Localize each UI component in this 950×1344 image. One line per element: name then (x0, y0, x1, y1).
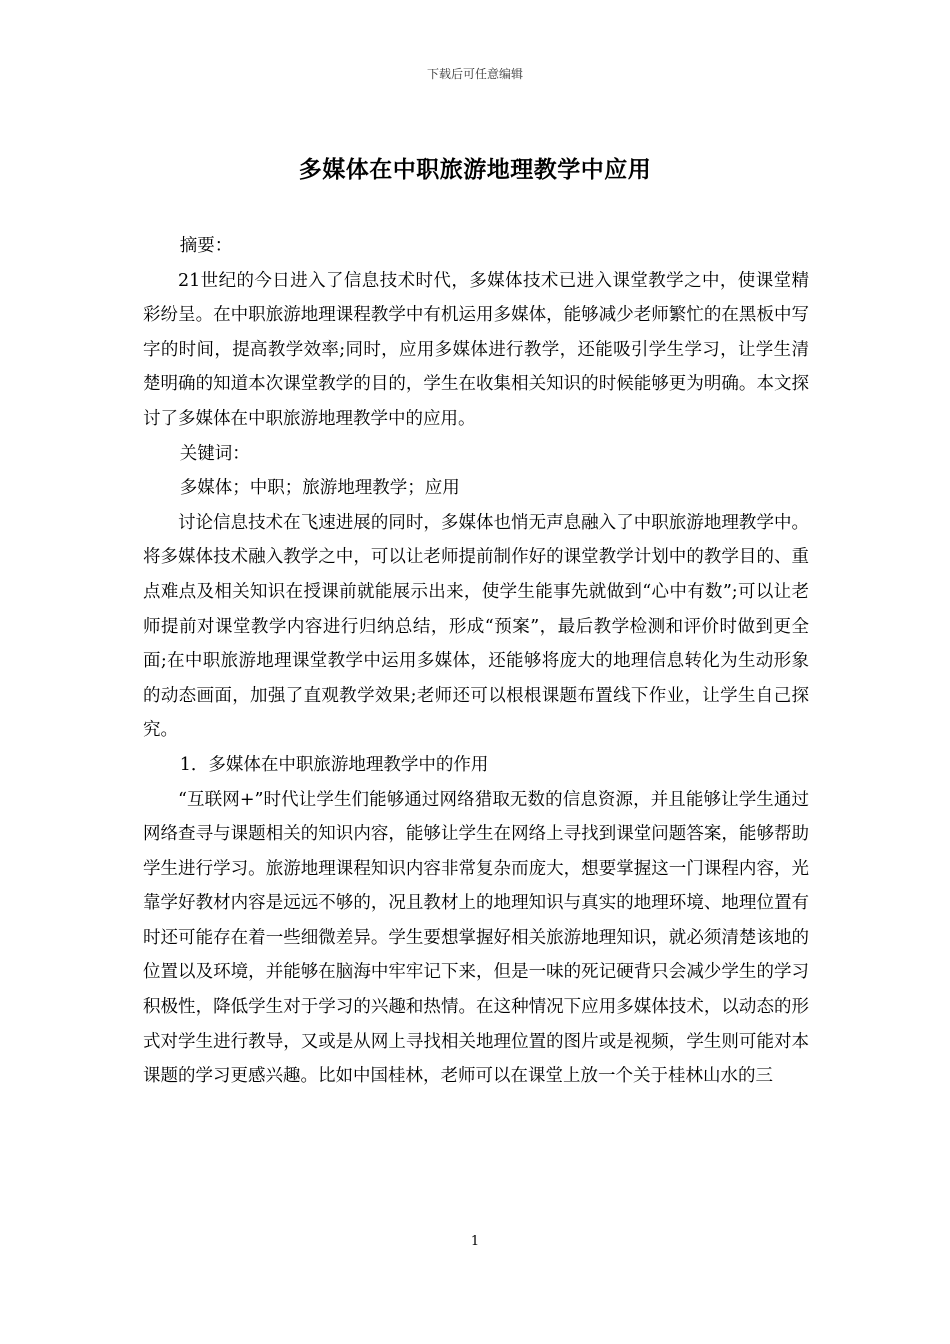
section-heading: 1．多媒体在中职旅游地理教学中的作用 (179, 754, 489, 775)
keywords-label: 关键词： (179, 443, 250, 464)
abstract-label: 摘要： (179, 236, 233, 256)
section-paragraph: “互联网+”时代让学生们能够通过网络猎取无数的信息资源，并且能够让学生通过网络查寻与课题相关的知识内容，能够让学生在网络上寻找到课堂问题答案，能够帮助学生进行学习。旅游地理课程知识内容非常复杂而庞大，想要掌握这一门课程内容，光靠学好教材内容是远远不够的，况且教材上的地理知识与真实的地理环境、地理位置有时还可能存在着一些细微差异。学生要想掌握好相关旅游地理知识，就必须清楚该地的位置以及环境，并能够在脑海中牢牢记下来，但是一味的死记硬背只会减少学生的学习积极性，降低学生对于学习的兴趣和热情。在这种情况下应用多媒体技术，以动态的形式对学生进行教导，又或是从网上寻找相关地理位置的图片或是视频，学生则可能对本课题的学习更感兴趣。比如中国桂林，老师可以在课堂上放一个关于桂林山水的三 (143, 789, 809, 1087)
document-title: 多媒体在中职旅游地理教学中应用 (298, 157, 652, 183)
page-number: 1 (470, 1234, 480, 1249)
document-body (143, 229, 809, 1094)
intro-paragraph: 讨论信息技术在飞速进展的同时，多媒体也悄无声息融入了中职旅游地理教学中。将多媒体技术融入教学之中，可以让老师提前制作好的课堂教学计划中的教学目的、重点难点及相关知识在授课前就能展示出来，使学生能事先就做到“心中有数”;可以让老师提前对课堂教学内容进行归纳总结，形成“预案”，最后教学检测和评价时做到更全面;在中职旅游地理课堂教学中运用多媒体，还能够将庞大的地理信息转化为生动形象的动态画面，加强了直观教学效果;老师还可以根根课题布置线下作业，让学生自己探究。 (143, 512, 809, 741)
keywords-list: 多媒体；中职；旅游地理教学；应用 (179, 478, 460, 499)
page-header-note: 下载后可任意编辑 (426, 67, 523, 81)
abstract-paragraph: 21世纪的今日进入了信息技术时代，多媒体技术已进入课堂教学之中，使课堂精彩纷呈。在中职旅游地理课程教学中有机运用多媒体，能够减少老师繁忙的在黑板中写字的时间，提高教学效率;同时，应用多媒体进行教学，还能吸引学生学习，让学生清楚明确的知道本次课堂教学的目的，学生在收集相关知识的时候能够更为明确。本文探讨了多媒体在中职旅游地理教学中的应用。 (143, 270, 809, 429)
